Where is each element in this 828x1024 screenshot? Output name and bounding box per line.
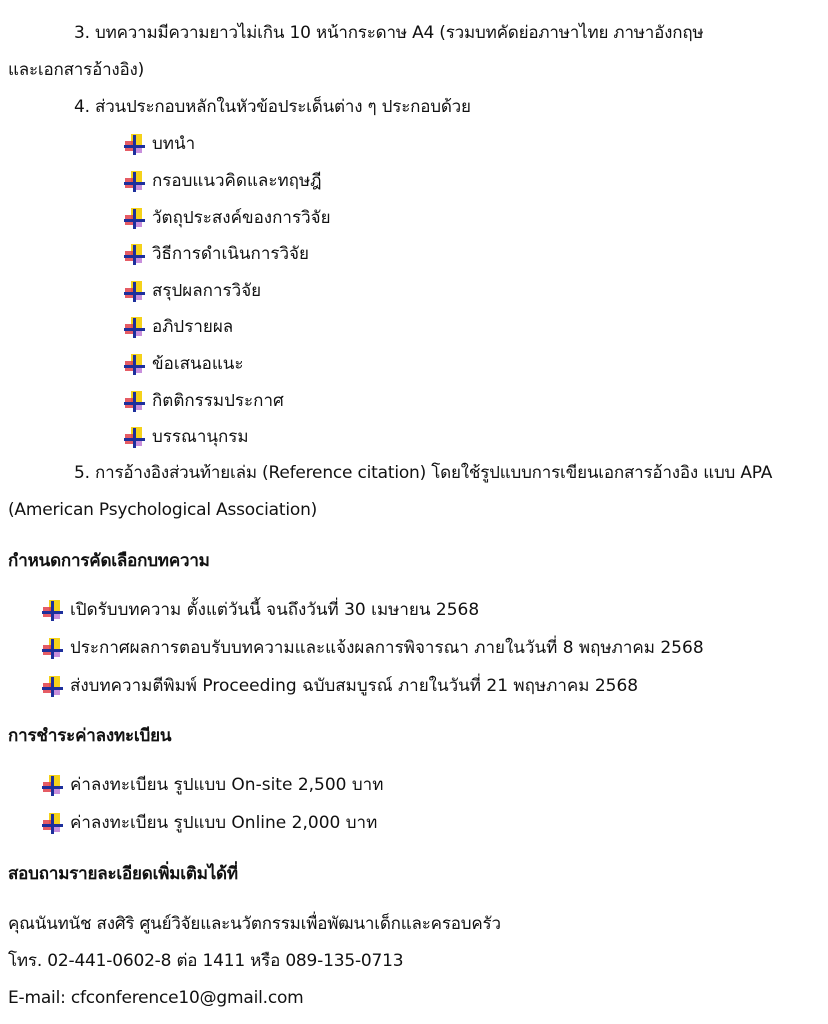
contact-person: คุณนันทนัช สงศิริ ศูนย์วิจัยและนวัตกรรมเพื่อพัฒนาเด็กและครอบครัว (8, 914, 501, 934)
list-item (122, 315, 233, 339)
list-item (122, 279, 261, 303)
bullet-icon (122, 315, 146, 339)
bullet-icon (40, 773, 64, 797)
bullet-icon (40, 811, 64, 835)
list-item (122, 169, 322, 193)
bullet-icon (122, 169, 146, 193)
list-item (122, 242, 309, 266)
list-item (122, 206, 331, 230)
contact-heading: สอบถามรายละเอียดเพิ่มเติมได้ที่ (8, 864, 238, 884)
bullet-icon (40, 598, 64, 622)
list-item (40, 598, 479, 622)
list-item (122, 425, 249, 449)
list-item (40, 811, 377, 835)
bullet-icon (122, 389, 146, 413)
bullet-icon (122, 352, 146, 376)
selection-item-label: เปิดรับบทความ ตั้งแต่วันนี้ จนถึงวันที่ 30 เมษายน 2568 (70, 600, 480, 620)
component-label: บรรณานุกรม (152, 427, 249, 447)
bullet-icon (122, 425, 146, 449)
selection-item-label: ส่งบทความตีพิมพ์ Proceeding ฉบับสมบูรณ์ ภายในวันที่ 21 พฤษภาคม 2568 (70, 676, 639, 696)
list-item (40, 773, 383, 797)
contact-phone: โทร. 02-441-0602-8 ต่อ 1411 หรือ 089-135-0713 (8, 951, 404, 971)
bullet-icon (40, 674, 64, 698)
selection-heading: กำหนดการคัดเลือกบทความ (8, 551, 210, 571)
list-item (40, 636, 704, 660)
payment-item-label: ค่าลงทะเบียน รูปแบบ On-site 2,500 บาท (70, 775, 384, 795)
component-label: บทนำ (152, 134, 196, 154)
list-item (122, 132, 195, 156)
component-label: สรุปผลการวิจัย (152, 281, 262, 301)
component-label: กรอบแนวคิดและทฤษฎี (152, 171, 322, 191)
selection-item-label: ประกาศผลการตอบรับบทความและแจ้งผลการพิจารณา ภายในวันที่ 8 พฤษภาคม 2568 (70, 638, 704, 658)
bullet-icon (122, 279, 146, 303)
list-item (40, 674, 638, 698)
guideline-item-4-intro: 4. ส่วนประกอบหลักในหัวข้อประเด็นต่าง ๆ ประกอบด้วย (74, 97, 471, 117)
component-label: อภิปรายผล (152, 317, 234, 337)
payment-heading: การชำระค่าลงทะเบียน (8, 726, 172, 746)
component-label: วัตถุประสงค์ของการวิจัย (152, 208, 331, 228)
bullet-icon (122, 132, 146, 156)
guideline-item-5-line-2: (American Psychological Association) (8, 500, 318, 520)
guideline-item-5-line-1: 5. การอ้างอิงส่วนท้ายเล่ม (Reference citation) โดยใช้รูปแบบการเขียนเอกสารอ้างอิง แบบ APA (74, 463, 773, 483)
payment-item-label: ค่าลงทะเบียน รูปแบบ Online 2,000 บาท (70, 813, 378, 833)
list-item (122, 352, 244, 376)
component-label: ข้อเสนอแนะ (152, 354, 244, 374)
component-label: วิธีการดำเนินการวิจัย (152, 244, 309, 264)
contact-email[interactable]: E-mail: cfconference10@gmail.com (8, 988, 304, 1008)
guideline-item-3-line-2: และเอกสารอ้างอิง) (8, 60, 145, 80)
guideline-item-3-line-1: 3. บทความมีความยาวไม่เกิน 10 หน้ากระดาษ A4 (รวมบทคัดย่อภาษาไทย ภาษาอังกฤษ (74, 23, 704, 43)
bullet-icon (122, 242, 146, 266)
bullet-icon (122, 206, 146, 230)
list-item (122, 389, 284, 413)
component-label: กิตติกรรมประกาศ (152, 391, 284, 411)
bullet-icon (40, 636, 64, 660)
